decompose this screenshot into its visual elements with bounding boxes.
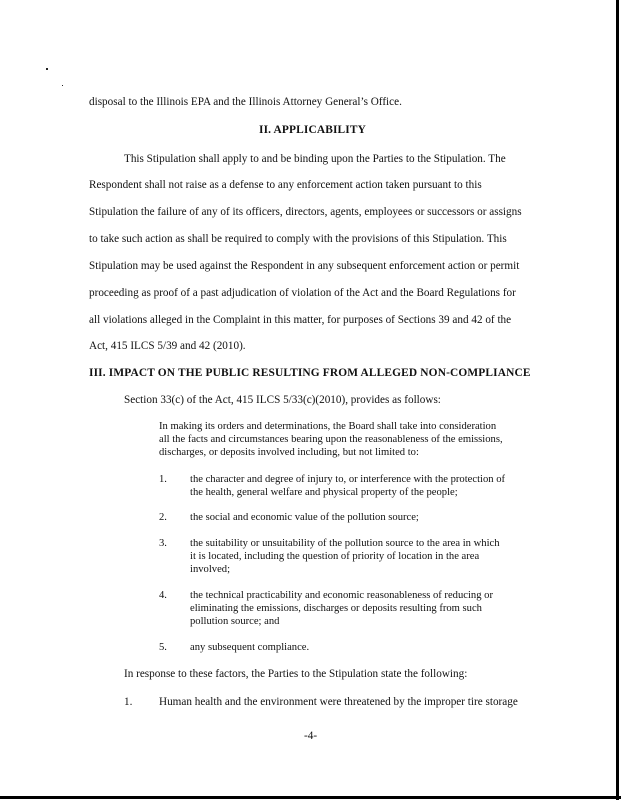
factor-text: eliminating the emissions, discharges or deposits resulting from such <box>190 603 482 614</box>
statute-intro: Section 33(c) of the Act, 415 ILCS 5/33(c)(2010), provides as follows: <box>124 394 441 406</box>
quote-line: all the facts and circumstances bearing upon the reasonableness of the emissions, <box>159 434 503 445</box>
applicability-line: This Stipulation shall apply to and be binding upon the Parties to the Stipulation. The <box>124 153 506 165</box>
quote-line: discharges, or deposits involved including, but not limited to: <box>159 447 419 458</box>
applicability-line: to take such action as shall be required to comply with the provisions of this Stipulation. This <box>89 233 507 245</box>
applicability-line: Act, 415 ILCS 5/39 and 42 (2010). <box>89 340 246 352</box>
scan-border-bottom <box>0 796 621 799</box>
scan-speck <box>62 85 63 86</box>
factor-text: the technical practicability and economic reasonableness of reducing or <box>190 590 493 601</box>
factor-text: the social and economic value of the pollution source; <box>190 512 419 523</box>
factor-text: any subsequent compliance. <box>190 642 310 653</box>
response-point-number: 1. <box>124 696 133 708</box>
applicability-line: Respondent shall not raise as a defense to any enforcement action taken pursuant to this <box>89 179 482 191</box>
factor-text: it is located, including the question of priority of location in the area <box>190 551 480 562</box>
intro-line: disposal to the Illinois EPA and the Illinois Attorney General’s Office. <box>89 96 402 108</box>
response-intro: In response to these factors, the Parties to the Stipulation state the following: <box>124 668 468 680</box>
factor-text: the suitability or unsuitability of the pollution source to the area in which <box>190 538 500 549</box>
applicability-line: proceeding as proof of a past adjudication of violation of the Act and the Board Regulations for <box>89 287 516 299</box>
factor-number: 1. <box>159 474 167 485</box>
response-point-text: Human health and the environment were threatened by the improper tire storage <box>159 696 518 708</box>
scan-border-right <box>616 0 619 800</box>
factor-number: 2. <box>159 512 167 523</box>
page-number: -4- <box>304 730 318 742</box>
factor-number: 4. <box>159 590 167 601</box>
factor-number: 3. <box>159 538 167 549</box>
section-3-heading: III. IMPACT ON THE PUBLIC RESULTING FROM ALLEGED NON-COMPLIANCE <box>89 367 531 379</box>
factor-number: 5. <box>159 642 167 653</box>
applicability-line: Stipulation the failure of any of its officers, directors, agents, employees or successors or assigns <box>89 206 522 218</box>
quote-line: In making its orders and determinations, the Board shall take into consideration <box>159 421 497 432</box>
scan-speck <box>46 68 48 70</box>
factor-text: pollution source; and <box>190 616 280 627</box>
applicability-line: Stipulation may be used against the Respondent in any subsequent enforcement action or permit <box>89 260 520 272</box>
factor-text: the character and degree of injury to, or interference with the protection of <box>190 474 506 485</box>
section-2-heading: II. APPLICABILITY <box>259 124 366 136</box>
factor-text: the health, general welfare and physical property of the people; <box>190 487 458 498</box>
factor-text: involved; <box>190 564 231 575</box>
applicability-line: all violations alleged in the Complaint in this matter, for purposes of Sections 39 and 42 of the <box>89 314 512 326</box>
